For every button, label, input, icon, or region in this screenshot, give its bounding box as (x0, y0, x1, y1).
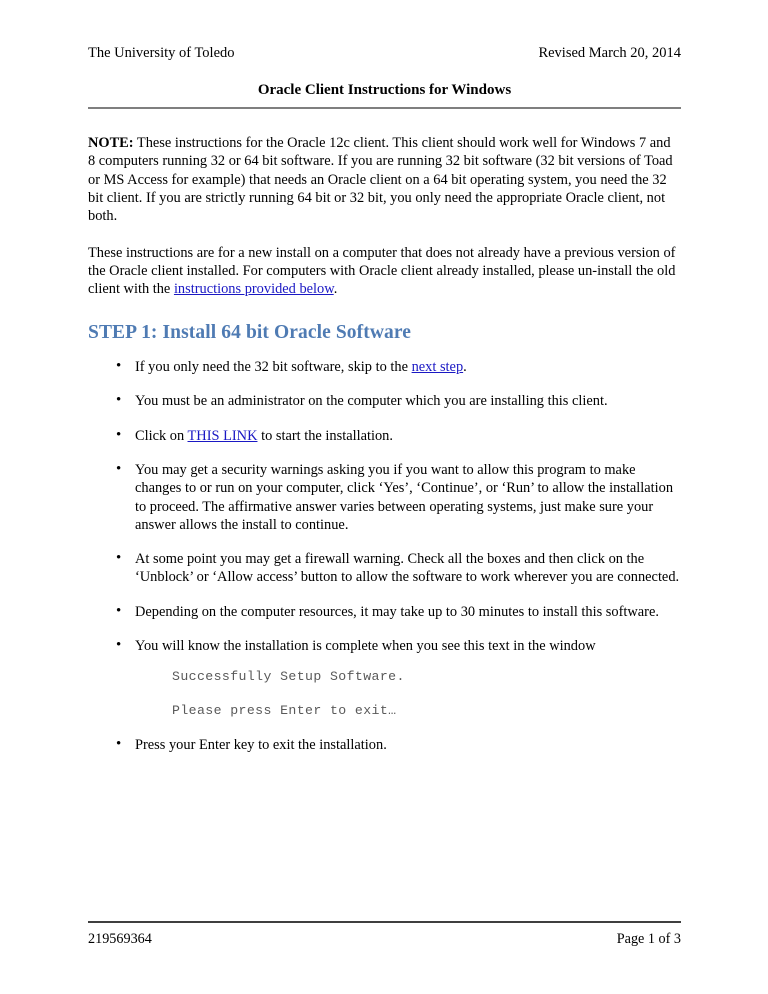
list-item (88, 637, 681, 720)
list-item (88, 392, 681, 410)
header-divider (88, 107, 681, 109)
revision-date: Revised March 20, 2014 (538, 45, 681, 61)
bullet-text-before: At some point you may get a firewall warning. Check all the boxes and then click on the ‘Unblock’ or ‘Allow access’ button to allow the software to work wherever you are connected. (135, 551, 680, 586)
instructions-provided-below-link[interactable]: instructions provided below (173, 281, 334, 298)
list-item (88, 358, 681, 376)
bullet-text-before: Depending on the computer resources, it may take up to 30 minutes to install this software. (135, 603, 659, 620)
list-item (88, 736, 681, 754)
intro-paragraph (88, 244, 681, 299)
list-item (88, 461, 681, 534)
note-paragraph (88, 134, 681, 225)
step-1-bullet-list (88, 358, 681, 755)
note-text: These instructions for the Oracle 12c client. This client should work well for Windows 7 and 8 computers running 32 or 64 bit software. If you are running 32 bit software (32 bit versions of Toad or MS Access for example) that needs an Oracle client on a 64 bit operating system, you need the 32 bit client. If you are strictly running 64 bit or 32 bit, you only need the appropriate Oracle client, not both. (88, 135, 673, 225)
list-item (88, 427, 681, 445)
bullet-text-before: Press your Enter key to exit the installation. (135, 737, 387, 754)
list-item (88, 603, 681, 621)
bullet-text-before: You may get a security warnings asking you if you want to allow this program to make changes to or run on your computer, click ‘Yes’, ‘Continue’, or ‘Run’ to allow the installation to proceed. The affirmative answer varies between operating systems, just make sure your answer allows the install to continue. (135, 461, 674, 533)
document-body (88, 134, 681, 771)
bullet-text-after: . (463, 359, 467, 376)
intro-text-after: . (333, 281, 338, 298)
page-number: Page 1 of 3 (616, 931, 681, 947)
console-line-success: Successfully Setup Software. (172, 669, 405, 685)
document-number: 219569364 (88, 931, 152, 947)
console-line-exit-prompt: Please press Enter to exit… (172, 703, 397, 719)
next-step-link[interactable]: next step (411, 359, 464, 376)
list-item (88, 550, 681, 587)
document-header (88, 44, 681, 62)
step-1-heading: STEP 1: Install 64 bit Oracle Software (88, 321, 412, 343)
footer-divider (88, 921, 681, 923)
document-page (88, 0, 681, 994)
institution-name: The University of Toledo (88, 45, 235, 61)
document-footer (88, 931, 681, 949)
bullet-text-after: to start the installation. (257, 427, 393, 444)
bullet-text-before: You will know the installation is complete when you see this text in the window (135, 638, 596, 655)
console-output-block (135, 668, 681, 720)
bullet-text-before: Click on (135, 427, 188, 444)
bullet-text-before: If you only need the 32 bit software, skip to the (135, 359, 412, 376)
page-title: Oracle Client Instructions for Windows (257, 82, 512, 98)
note-label: NOTE: (88, 135, 134, 151)
intro-text-before: These instructions are for a new install on a computer that does not already have a previous version of the Oracle client installed. For computers with Oracle client already installed, please un-install the old client with the (88, 244, 676, 298)
this-link-link[interactable]: THIS LINK (187, 427, 258, 444)
bullet-text-before: You must be an administrator on the computer which you are installing this client. (135, 393, 608, 410)
